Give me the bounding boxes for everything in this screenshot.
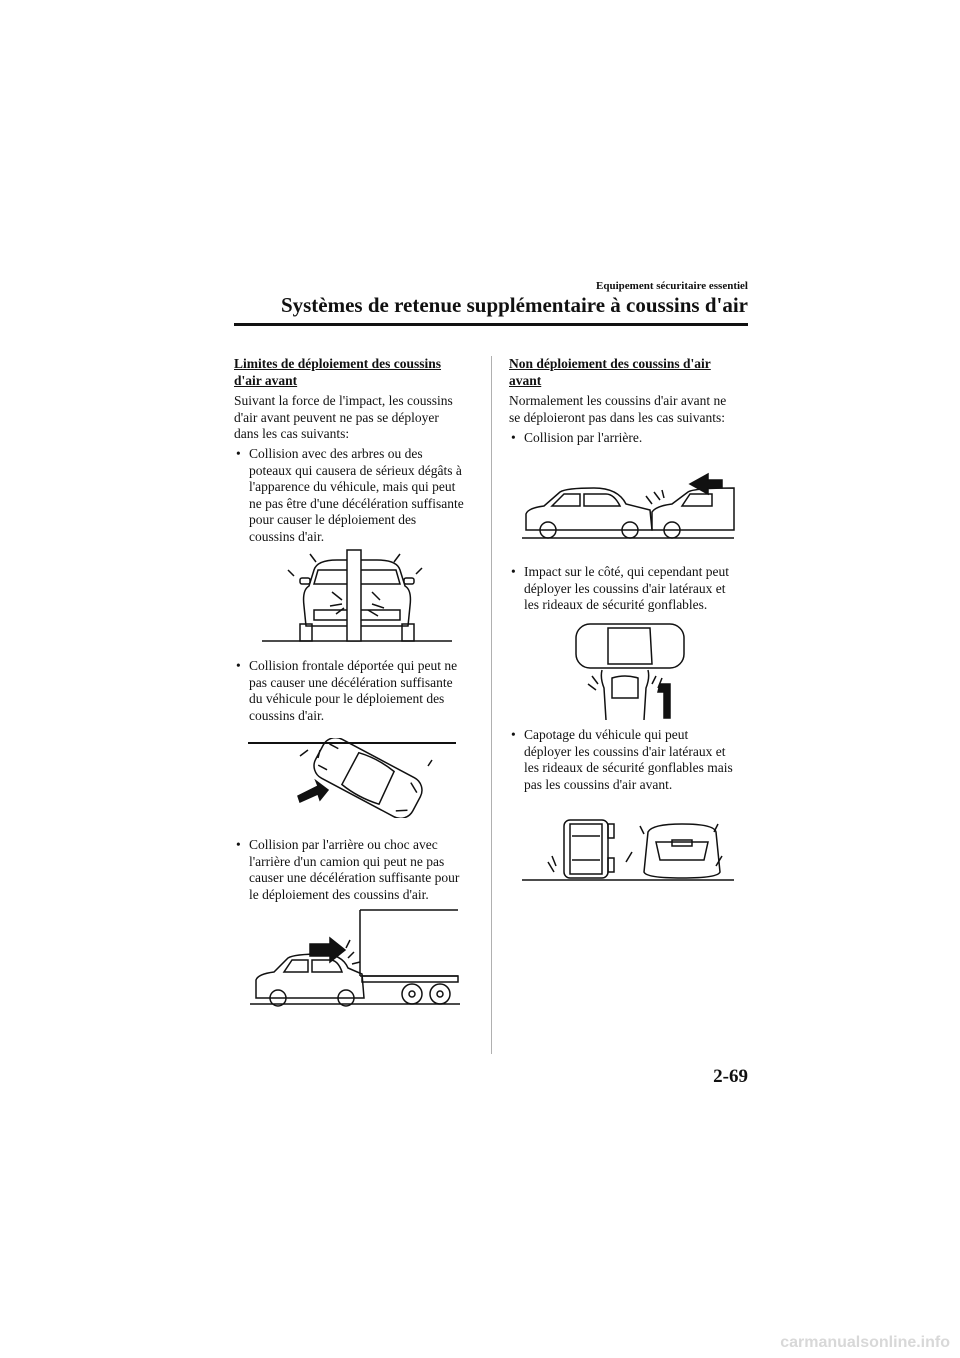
header-divider xyxy=(234,323,748,326)
page-title: Systèmes de retenue supplémentaire à coussins d'air xyxy=(280,293,748,317)
column-divider xyxy=(491,356,492,1054)
right-bullet-2: • Impact sur le côté, qui cependant peut déployer les coussins d'air latéraux et les rideaux de sécurité gonflables. xyxy=(509,564,749,614)
right-intro: Normalement les coussins d'air avant ne se déploieront pas dans les cas suivants: xyxy=(509,393,727,425)
rear-collision-illustration xyxy=(522,472,736,542)
offset-collision-illustration xyxy=(248,738,458,818)
left-bullet-2: • Collision frontale déportée qui peut ne pas causer une décélération suffisante du véhicule pour le déploiement des coussins d'air. xyxy=(234,658,474,724)
left-heading: Limites de déploiement des coussins d'air avant xyxy=(234,356,442,388)
side-impact-illustration xyxy=(572,618,688,720)
section-label: Equipement sécuritaire essentiel xyxy=(596,280,748,292)
right-bullet-1: • Collision par l'arrière. xyxy=(509,430,749,447)
pole-collision-illustration xyxy=(262,548,452,648)
right-heading: Non déploiement des coussins d'air avant xyxy=(509,356,711,388)
left-bullet-3: • Collision par l'arrière ou choc avec l'arrière d'un camion qui peut ne pas causer une décélération suffisante pour le déploiement des coussins d'air. xyxy=(234,837,474,903)
left-bullet-1: • Collision avec des arbres ou des poteaux qui causera de sérieux dégâts à l'apparence du véhicule, mais qui peut ne pas être d'une décélération suffisante pour causer le déploiement des coussins d'air. xyxy=(234,446,474,546)
page-number: 2-69 xyxy=(713,1066,748,1087)
watermark: carmanualsonline.info xyxy=(780,1334,950,1351)
right-bullet-3: • Capotage du véhicule qui peut déployer les coussins d'air latéraux et les rideaux de sécurité gonflables mais pas les coussins d'air avant. xyxy=(509,727,749,793)
rollover-illustration xyxy=(522,812,736,884)
left-intro: Suivant la force de l'impact, les coussins d'air avant peuvent ne pas se déployer dans les cas suivants: xyxy=(234,393,453,442)
truck-underride-illustration xyxy=(250,908,462,1008)
